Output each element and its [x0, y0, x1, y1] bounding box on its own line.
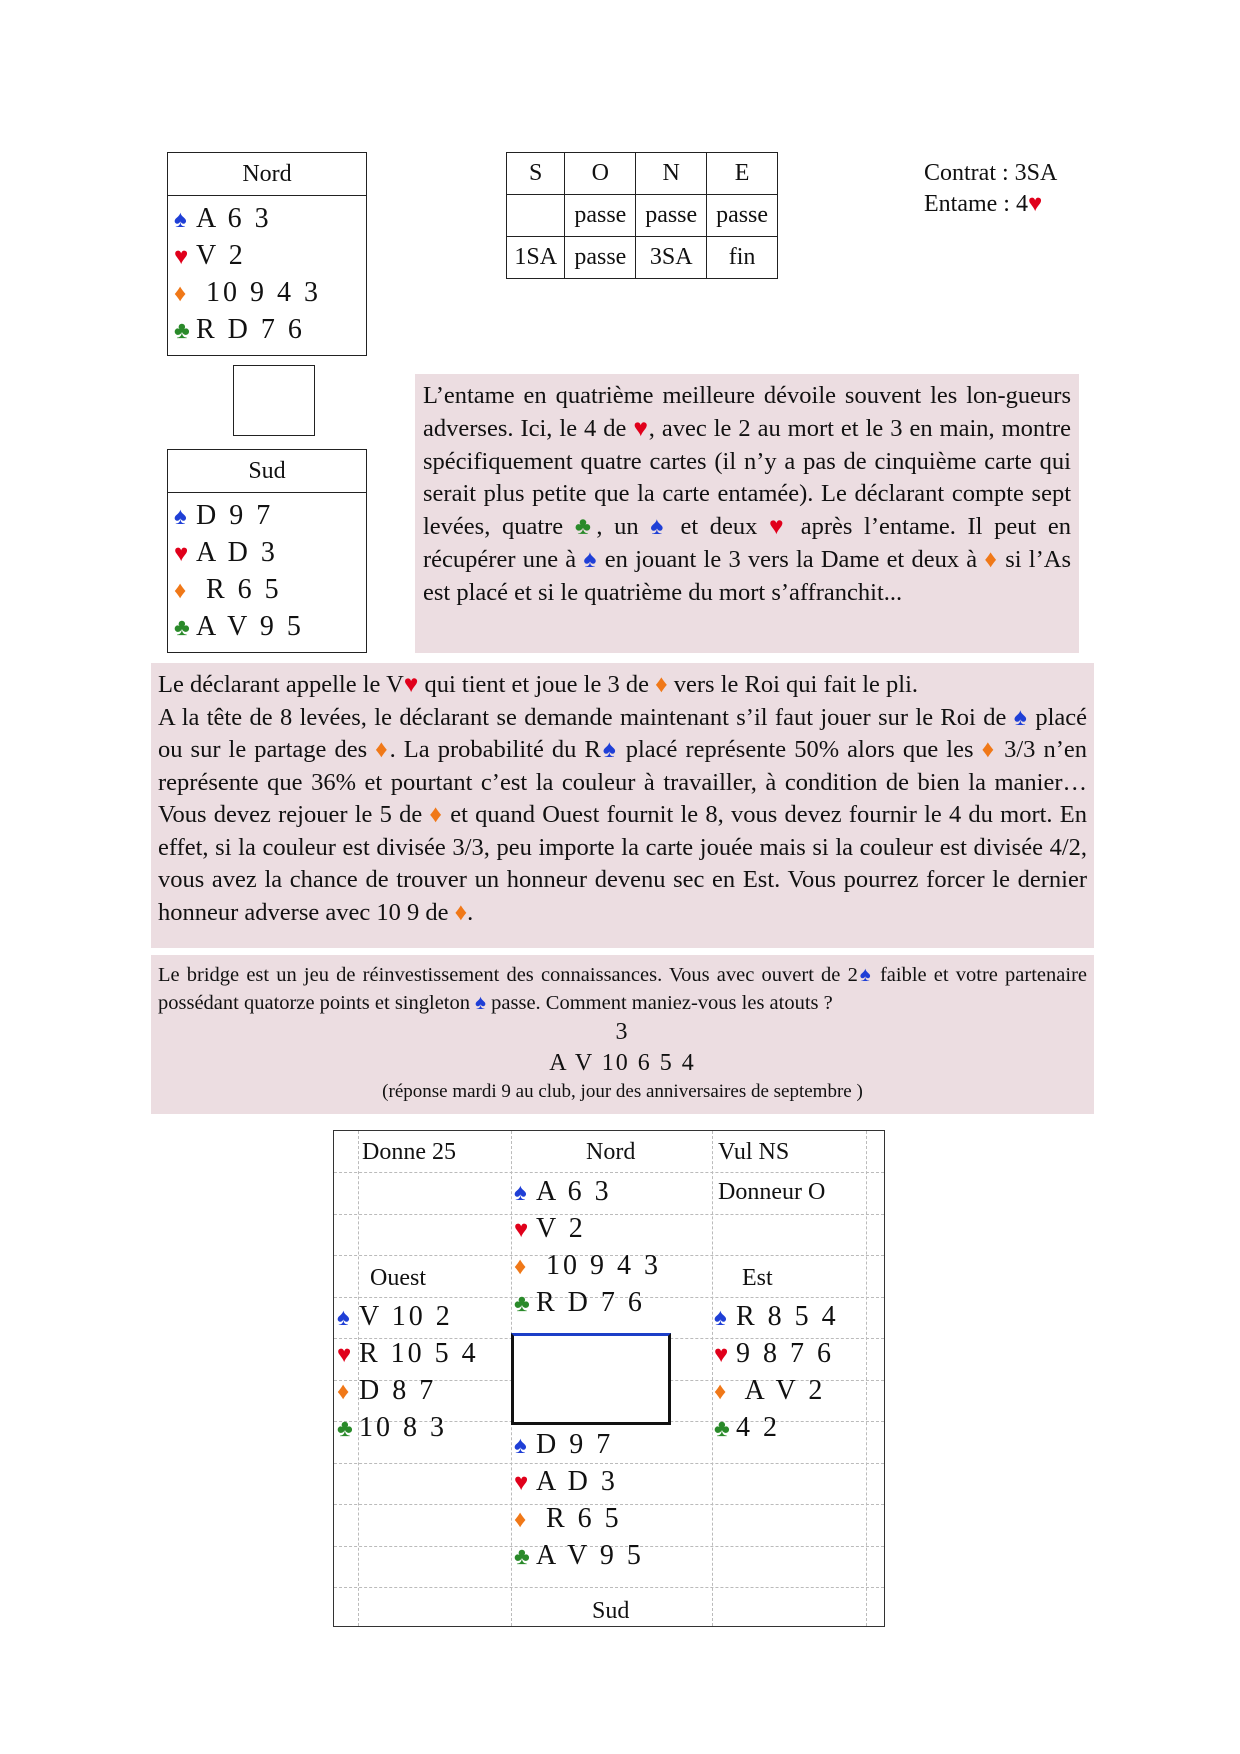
text: , avec le 2 au mort et le 3 en main, montre spécifiquement quatre cartes (il n’y a pas de cinquième carte qui serait plus petite que la carte entamée). Le déclarant compte sept levées, quatre	[423, 414, 1072, 541]
north-title: Nord	[168, 153, 366, 196]
spade-icon: ♠	[337, 1305, 350, 1331]
cards: A V 9 5	[536, 1540, 644, 1571]
bid-header-n: N	[636, 153, 707, 195]
text: .	[467, 898, 474, 926]
grid-line	[712, 1131, 713, 1626]
line	[158, 669, 1087, 702]
text: 3/3 n’en représente que 36% et pourtant c’est la couleur à travailler, à condition de bien la manier… Vous devez rejouer le 5 de	[158, 736, 1087, 828]
spade-icon: ♠	[174, 504, 187, 530]
cards: R D 7 6	[536, 1287, 645, 1318]
spade-icon: ♠	[174, 207, 187, 233]
bidding-table	[506, 152, 778, 279]
cards: 10 8 3	[359, 1412, 447, 1443]
lead-text: Entame : 4	[924, 191, 1028, 217]
deal-dealer: Donneur O	[718, 1179, 826, 1205]
commentary-box-2	[151, 663, 1094, 948]
heart-icon: ♥	[714, 1342, 729, 1368]
bid-cell: 3SA	[636, 237, 707, 279]
spade-icon: ♠	[714, 1305, 727, 1331]
bid-cell: passe	[565, 195, 636, 237]
text: si l’As est placé et si le quatrième du mort s’affranchit...	[423, 545, 1071, 606]
diamond-icon: ♦	[174, 578, 187, 604]
cards: R 10 5 4	[359, 1338, 479, 1369]
bid-cell: passe	[565, 237, 636, 279]
diamond-icon: ♦	[454, 898, 468, 926]
club-icon: ♣	[174, 615, 190, 641]
text: placé ou sur le partage des	[158, 703, 1088, 763]
deal-north-label: Nord	[586, 1139, 636, 1165]
commentary-box-1	[415, 374, 1079, 653]
text: après l’entame. Il peut en récupérer une à	[423, 513, 1072, 573]
diamond-icon: ♦	[981, 736, 997, 763]
deal-west-label: Ouest	[370, 1265, 426, 1291]
heart-icon: ♥	[174, 244, 189, 270]
south-diamonds: R 6 5	[196, 574, 282, 605]
text: placé représente 50% alors que les	[617, 736, 982, 763]
heart-icon: ♥	[633, 414, 649, 442]
grid-line	[866, 1131, 867, 1626]
south-clubs: A V 9 5	[196, 611, 304, 642]
south-spades: D 9 7	[196, 500, 274, 531]
spade-icon: ♠	[514, 1180, 527, 1206]
heart-icon: ♥	[174, 541, 189, 567]
lead-line	[924, 189, 1124, 220]
heart-icon: ♥	[514, 1217, 529, 1243]
diamond-icon: ♦	[337, 1379, 350, 1405]
text: , un	[596, 513, 651, 541]
bid-header-o: O	[565, 153, 636, 195]
cards: R 6 5	[536, 1503, 622, 1534]
heart-icon: ♥	[403, 671, 419, 698]
text: . La probabilité du R	[389, 736, 601, 763]
text: et deux	[668, 513, 770, 541]
club-icon: ♣	[574, 513, 597, 541]
diamond-icon: ♦	[429, 801, 444, 828]
quiz-hand-cards: A V 10 6 5 4	[549, 1050, 696, 1076]
spade-icon: ♠	[857, 964, 873, 986]
contract-line: Contrat : 3SA	[924, 160, 1058, 186]
diamond-icon: ♦	[655, 671, 668, 698]
bid-cell: passe	[636, 195, 707, 237]
south-title: Sud	[168, 450, 366, 493]
text: A la tête de 8 levées, le déclarant se demande maintenant s’il faut jouer sur le Roi de	[158, 703, 1014, 731]
north-hand-box	[167, 152, 367, 356]
bid-header-e: E	[707, 153, 778, 195]
club-icon: ♣	[714, 1416, 730, 1442]
spade-icon: ♠	[583, 545, 598, 573]
south-hand-box	[167, 449, 367, 653]
cards: A 6 3	[536, 1176, 612, 1207]
spade-icon: ♠	[1013, 703, 1028, 731]
heart-icon: ♥	[769, 513, 790, 541]
quiz-dummy-cards: 3	[615, 1019, 630, 1045]
cards: D 9 7	[536, 1429, 614, 1460]
spade-icon: ♠	[600, 736, 618, 763]
north-hearts: V 2	[196, 240, 246, 271]
cards: 9 8 7 6	[736, 1338, 834, 1369]
deal-south-hand	[514, 1427, 644, 1575]
spade-icon: ♠	[475, 992, 487, 1014]
spade-icon: ♠	[514, 1433, 527, 1459]
grid-line	[334, 1587, 884, 1588]
cards: V 10 2	[359, 1301, 453, 1332]
spade-icon: ♠	[650, 513, 669, 541]
text: vers le Roi qui fait le pli.	[667, 671, 919, 698]
deal-west-hand	[337, 1299, 479, 1447]
deal-east-hand	[714, 1299, 839, 1447]
north-diamonds: 10 9 4 3	[196, 277, 321, 308]
bid-cell	[507, 195, 565, 237]
text: et quand Ouest fournit le 8, vous devez fournir le 4 du mort. En effet, si la couleur est divisée 3/3, peu importe la carte jouée mais si la couleur est divisée 4/2, vous avez la chance de trouver un honneur devenu sec en Est. Vous pourrez forcer le dernier honneur adverse avec 10 9 de	[158, 801, 1087, 926]
club-icon: ♣	[514, 1544, 530, 1570]
bid-header-s: S	[507, 153, 565, 195]
contract-info	[924, 158, 1124, 220]
bid-cell: fin	[707, 237, 778, 279]
table-square	[233, 365, 315, 436]
diamond-icon: ♦	[714, 1379, 727, 1405]
deal-east-label: Est	[742, 1265, 773, 1291]
cards: R 8 5 4	[736, 1301, 839, 1332]
club-icon: ♣	[514, 1291, 530, 1317]
diamond-icon: ♦	[375, 736, 390, 763]
cards: 10 9 4 3	[536, 1250, 661, 1281]
deal-south-label: Sud	[592, 1598, 630, 1624]
text: qui tient et joue le 3 de	[418, 671, 656, 698]
deal-number: Donne 25	[362, 1139, 456, 1165]
grid-line	[334, 1172, 884, 1173]
bid-cell: 1SA	[507, 237, 565, 279]
text: faible et votre partenaire possédant quatorze points et singleton	[158, 964, 1088, 1014]
cards: 4 2	[736, 1412, 780, 1443]
heart-icon: ♥	[1027, 191, 1043, 217]
diamond-icon: ♦	[514, 1254, 527, 1280]
text: Le déclarant appelle le V	[158, 671, 404, 698]
text: L’entame en quatrième meilleure dévoile souvent les lon-gueurs adverses. Ici, le 4 de	[423, 382, 1071, 442]
south-hearts: A D 3	[196, 537, 278, 568]
bid-cell: passe	[707, 195, 778, 237]
quiz-text	[158, 961, 1087, 1017]
cards: D 8 7	[359, 1375, 437, 1406]
club-icon: ♣	[337, 1416, 353, 1442]
heart-icon: ♥	[514, 1470, 529, 1496]
club-icon: ♣	[174, 318, 190, 344]
text: Le bridge est un jeu de réinvestissement des connaissances. Vous avec ouvert de 2	[158, 964, 858, 986]
cards: V 2	[536, 1213, 586, 1244]
text: en jouant le 3 vers la Dame et deux à	[597, 545, 985, 573]
deal-vulnerability: Vul NS	[718, 1139, 790, 1165]
deal-grid	[333, 1130, 885, 1627]
deal-table-box	[511, 1333, 671, 1425]
quiz-box	[151, 955, 1094, 1114]
deal-north-hand	[514, 1174, 661, 1322]
heart-icon: ♥	[337, 1342, 352, 1368]
text: passe. Comment maniez-vous les atouts ?	[486, 992, 833, 1014]
cards: A D 3	[536, 1466, 618, 1497]
north-spades: A 6 3	[196, 203, 272, 234]
diamond-icon: ♦	[174, 281, 187, 307]
cards: A V 2	[736, 1375, 826, 1406]
paragraph	[158, 702, 1087, 930]
north-clubs: R D 7 6	[196, 314, 305, 345]
quiz-footer: (réponse mardi 9 au club, jour des anniversaires de septembre )	[382, 1081, 863, 1102]
diamond-icon: ♦	[514, 1507, 527, 1533]
diamond-icon: ♦	[984, 545, 999, 573]
